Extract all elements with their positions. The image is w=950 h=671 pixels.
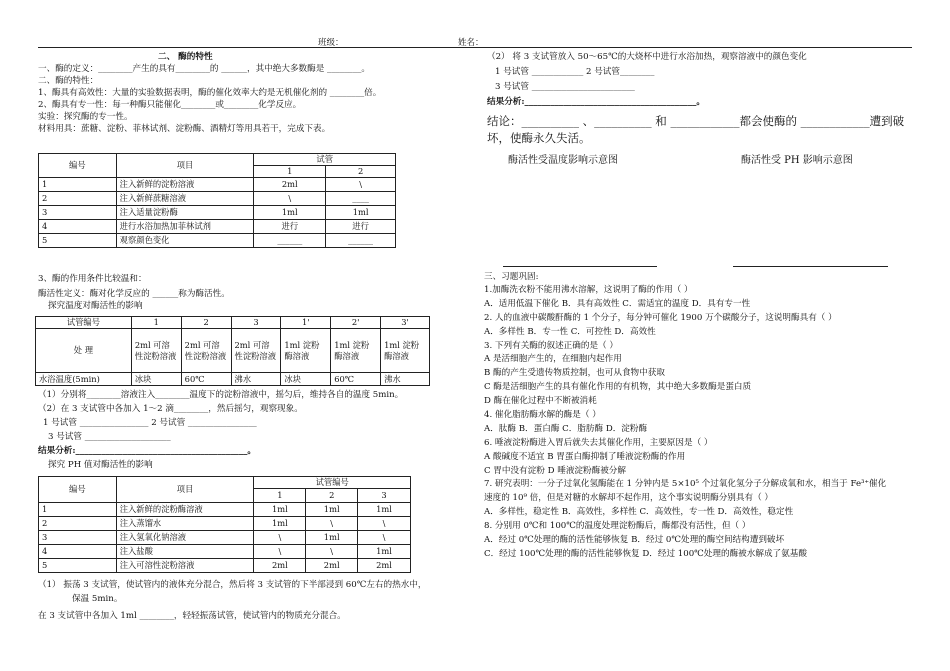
temperature-table: [35, 316, 430, 386]
result-analysis: 结果分析:________________________________________。: [487, 97, 706, 107]
table-row: 5 注入可溶性淀粉溶液 2ml 2ml 2ml: [39, 559, 411, 573]
th-tube-1: 1: [254, 166, 326, 178]
question-line: A．多样性 B．专一性 C．可控性 D．高效性: [484, 326, 656, 337]
table-row: 处 理 2ml 可溶性淀粉溶液 2ml 可溶性淀粉溶液 2ml 可溶性淀粉溶液 1ml 淀粉酶溶液 1ml 淀粉酶溶液 1ml 淀粉酶溶液: [36, 329, 430, 373]
question-line: A 酸碱度不适宜 B 胃蛋白酶抑制了唾液淀粉酶的作用: [484, 451, 686, 462]
text-line: 1、酶具有高效性：大量的实验数据表明，酶的催化效率大约是无机催化剂的 ________倍。: [38, 88, 382, 98]
page-header: 班级： 姓名：: [0, 38, 950, 50]
text-line: 二、酶的特性：: [38, 76, 99, 86]
question-line: 6. 唾液淀粉酶进入胃后就失去其催化作用，主要原因是（ ）: [484, 437, 713, 448]
question-line: D 酶在催化过程中不断被消耗: [484, 396, 597, 407]
specificity-table: [38, 153, 396, 248]
question-line: C．经过 100℃处理的酶的活性能够恢复 D．经过 100℃处理的酶被水解成了氨基酸: [484, 548, 807, 559]
question-line: A．经过 0℃处理的酶的活性能够恢复 B．经过 0℃处理的酶空间结构遭到破坏: [484, 535, 785, 546]
text-line: 3 号试管 ____________________: [48, 432, 171, 442]
table-row: 4 注入盐酸 \ \ 1ml: [39, 545, 411, 559]
question-line: A．适用低温下催化 B．具有高效性 C．需适宜的温度 D．具有专一性: [484, 298, 751, 309]
table-row: 2 注入蒸馏水 1ml \ \: [39, 517, 411, 531]
text-line: 1 号试管 ____________ 2 号试管________: [495, 67, 655, 77]
text-line: 一、酶的定义：________产生的具有________的 ______，其中绝大多数酶是 ________。: [38, 64, 371, 74]
question-line: C 酶是活细胞产生的具有催化作用的有机物，其中绝大多数酶是蛋白质: [484, 382, 752, 393]
text-line: 2、酶具有专一性：每一种酶只能催化________或________化学反应。: [38, 100, 302, 110]
question-line: 2. 人的血液中碳酸酐酶的 1 个分子，每分钟可催化 1900 万个碳酸分子，这说明酶具有（ ）: [484, 312, 837, 323]
th-tube-2: 2: [326, 166, 396, 178]
th-item: 项目: [116, 154, 254, 178]
table-row: 1 注入新鲜的淀粉酶溶液 1ml 1ml 1ml: [39, 503, 411, 517]
text-line: 材料用具：蔗糖、淀粉、菲林试剂、淀粉酶、酒精灯等用具若干，完成下表。: [38, 124, 331, 134]
diagram-blank-temperature[interactable]: [503, 266, 657, 267]
question-line: 7. 研究表明：一分子过氧化氢酶能在 1 分钟内是 5×10⁵ 个过氧化氢分子分解成氧和水，相当于 Fe³⁺催化: [484, 479, 887, 490]
text-line: 探究 PH 值对酶活性的影响: [48, 460, 153, 470]
th-tube: 试管: [254, 154, 396, 166]
question-line: C 胃中没有淀粉 D 唾液淀粉酶被分解: [484, 465, 626, 476]
diagram-label-temperature: 酶活性受温度影响示意图: [508, 155, 618, 166]
question-line: 1.加酶洗衣粉不能用沸水溶解，这说明了酶的作用（ ）: [484, 285, 693, 295]
section-3: [38, 274, 463, 313]
table-row: 水浴温度(5min) 冰块 60℃ 沸水 冰块 60℃ 沸水: [36, 373, 430, 386]
question-line: 3. 下列有关酶的叙述正确的是（ ）: [484, 340, 618, 351]
table-row: 1 注入新鲜的淀粉溶液 2ml \: [39, 178, 396, 192]
right-column: [487, 52, 917, 147]
text-line: 1 号试管 ________________ 2 号试管 ________________: [43, 418, 257, 428]
text-line: 实验：探究酶的专一性。: [38, 112, 133, 122]
table-row: 5 观察颜色变化 ______ ______: [39, 234, 396, 248]
table-row: 试管编号 1 2 3 1' 2' 3': [36, 317, 430, 329]
question-line: A．肽酶 B．蛋白酶 C．脂肪酶 D．淀粉酶: [484, 423, 648, 434]
question-line: A．多样性，稳定性 B．高效性，多样性 C．高效性，专一性 D．高效性，稳定性: [484, 507, 794, 518]
left-column: [38, 52, 463, 136]
th-id: 编号: [39, 154, 117, 178]
temperature-steps: [38, 390, 463, 472]
text-line: 探究温度对酶活性的影响: [48, 301, 143, 311]
question-line: 4. 催化脂肪酶水解的酶是（ ）: [484, 410, 601, 421]
text-line: （1） 振荡 3 支试管，使试管内的液体充分混合，然后将 3 支试管的下半部浸到 60℃左右的热水中，: [38, 580, 427, 590]
question-line: 8. 分别用 0℃和 100℃的温度处理淀粉酶后，酶都没有活性，但（ ）: [484, 521, 751, 532]
text-line: 保温 5min。: [72, 594, 123, 604]
table-row: 3 注入适量淀粉酶 1ml 1ml: [39, 206, 396, 220]
table-row: 4 进行水浴加热加菲林试剂 进行 进行: [39, 220, 396, 234]
ph-table: 编号 项目 试管编号 1 2 3 1 注入新鲜的淀粉酶溶液 1ml 1ml 1ml 2 注入蒸馏水 1ml \ \ 3 注入氢氧化钠溶液 \ 1ml \ 4 注入盐酸 \ \ 1ml 5 注入可溶性淀粉溶液 2ml 2ml 2ml: [38, 476, 411, 573]
exercises: [484, 272, 924, 563]
text-line: （2） 将 3 支试管放入 50～65℃的大烧杯中进行水浴加热，观察溶液中的颜色变化: [487, 52, 807, 62]
text-line: （2）在 3 支试管中各加入 1～2 滴________，然后摇匀，观察现象。: [38, 404, 303, 414]
diagram-blank-ph[interactable]: [733, 266, 888, 267]
text-line: 酶活性定义：酶对化学反应的 ______称为酶活性。: [38, 289, 230, 299]
text-line: 3 号试管 ________________________: [495, 82, 635, 92]
text-line: 在 3 支试管中各加入 1ml ________，轻轻振荡试管，使试管内的物质充分混合。: [38, 611, 346, 621]
text-line: 3、酶的作用条件比较温和：: [38, 274, 147, 284]
result-analysis: 结果分析:________________________________________。: [38, 446, 257, 456]
ph-steps: [38, 580, 468, 623]
text-line: （1）分别将________溶液注入________温度下的淀粉溶液中，摇匀后，维持各自的温度 5min。: [38, 390, 404, 400]
table-row: 3 注入氢氧化钠溶液 \ 1ml \: [39, 531, 411, 545]
question-line: 速度的 10⁹ 倍，但是对糖的水解却不起作用，这个事实说明酶分别具有（ ）: [484, 493, 773, 504]
question-line: A 是活细胞产生的，在细胞内起作用: [484, 354, 622, 365]
header-rule: [38, 47, 912, 48]
table-row: 2 注入新鲜蔗糖溶液 \ ____: [39, 192, 396, 206]
diagram-label-ph: 酶活性受 PH 影响示意图: [741, 155, 853, 166]
exercise-title: 三、习题巩固:: [484, 272, 539, 282]
conclusion: 结论：__________ 、__________ 和 ____________都会使酶的 ____________遭到破坏，使酶永久失活。: [487, 114, 905, 145]
question-line: B 酶的产生受遗传物质控制，也可从食物中获取: [484, 368, 665, 379]
section-title: 二、 酶的特性: [158, 52, 213, 62]
